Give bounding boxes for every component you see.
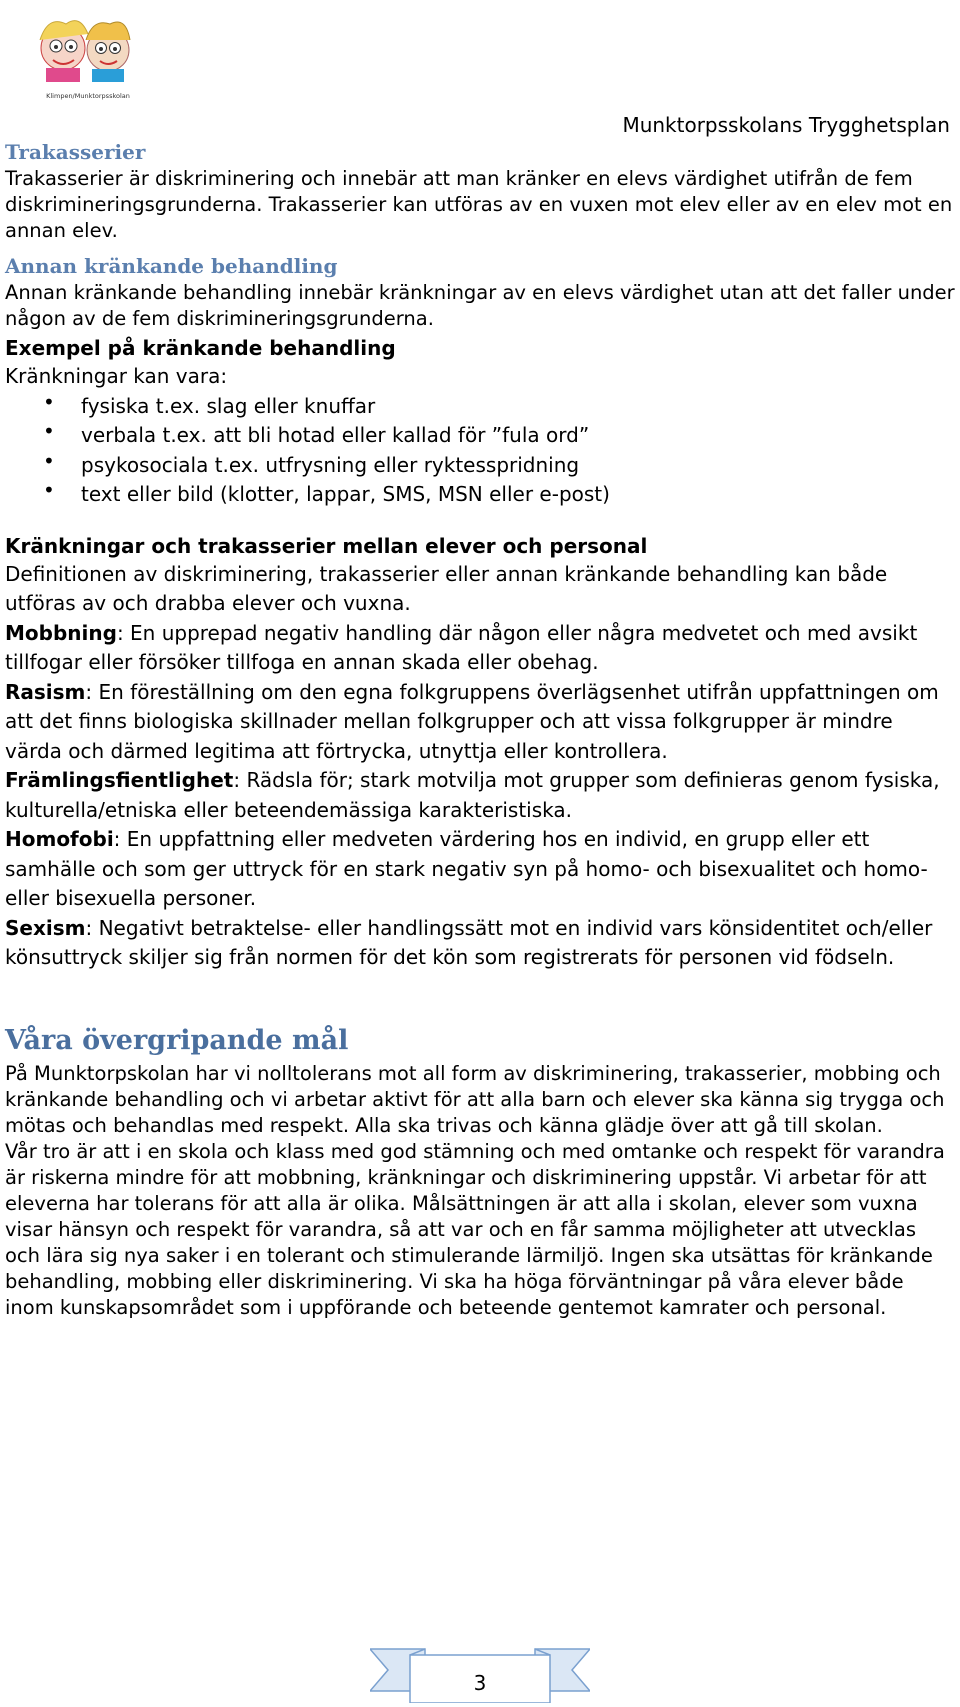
heading-exempel: Exempel på kränkande behandling bbox=[5, 336, 396, 360]
logo-caption: Klimpen/Munktorpsskolan bbox=[46, 92, 130, 100]
definition-text: : Negativt betraktelse- eller handlingssätt mot en individ vars könsidentitet och/eller könsuttryck skiljer sig från normen för det kön som registrerats för personen vid födseln. bbox=[5, 915, 933, 969]
paragraph-mal-1: På Munktorpskolan har vi nolltolerans mot all form av diskriminering, trakasserier, mobbing och kränkande behandling och vi arbetar aktivt för att alla barn och elever ska känna sig trygga och mötas och behandlas med respekt. Alla ska trivas och känna glädje över att gå till skolan. bbox=[5, 1061, 945, 1137]
list-item: • verbala t.ex. att bli hotad eller kallad för ”fula ord” bbox=[5, 421, 955, 451]
definition-homofobi bbox=[5, 825, 955, 914]
heading-personal: Kränkningar och trakasserier mellan elever och personal bbox=[5, 533, 648, 558]
page-content bbox=[5, 138, 955, 1321]
definition-text: : Rädsla för; stark motvilja mot grupper som definieras genom fysiska, kulturella/etniska eller beteendemässiga karakteristiska. bbox=[5, 768, 940, 822]
definition-text: : En uppfattning eller medveten värdering hos en individ, en grupp eller ett samhälle och som ger uttryck för en stark negativ syn på homo- och bisexualitet och homo- eller bisexuella personer. bbox=[5, 827, 928, 910]
definition-term: Rasism bbox=[5, 679, 86, 704]
paragraph-personal: Definitionen av diskriminering, trakasserier eller annan kränkande behandling kan både utföras av och drabba elever och vuxna. bbox=[5, 561, 888, 615]
exempel-intro: Kränkningar kan vara: bbox=[5, 364, 228, 388]
document-header-title: Munktorpsskolans Trygghetsplan bbox=[622, 113, 950, 137]
heading-vara-mal: Våra övergripande mål bbox=[5, 1024, 349, 1056]
list-item: • text eller bild (klotter, lappar, SMS, MSN eller e-post) bbox=[5, 480, 955, 510]
page-number-ribbon bbox=[370, 1643, 590, 1703]
paragraph-mal-2: Vår tro är att i en skola och klass med god stämning och med omtanke och respekt för varandra är riskerna mindre för att mobbning, kränkningar och diskriminering uppstår. Vi arbetar för att eleverna har tolerans för att alla är olika. Målsättningen är att alla i skolan, elever som vuxna visar hänsyn och respekt för varandra, så att var och en får samma möjligheter att utvecklas och lära sig nya saker i en tolerant och stimulerande lärmiljö. Ingen ska utsättas för kränkande behandling, mobbing eller diskriminering. Vi ska ha höga förväntningar på våra elever både inom kunskapsområdet som i uppförande och beteende gentemot kamrater och personal. bbox=[5, 1139, 945, 1319]
definition-mobbning bbox=[5, 619, 955, 678]
definition-term: Mobbning bbox=[5, 620, 117, 645]
list-item: • psykosociala t.ex. utfrysning eller ryktesspridning bbox=[5, 451, 955, 481]
children-logo-icon bbox=[18, 10, 158, 102]
definition-term: Homofobi bbox=[5, 827, 114, 851]
heading-trakasserier: Trakasserier bbox=[5, 140, 146, 164]
exempel-list bbox=[5, 392, 955, 510]
heading-annan-krankande: Annan kränkande behandling bbox=[5, 254, 338, 278]
school-logo bbox=[18, 10, 158, 102]
list-item: • fysiska t.ex. slag eller knuffar bbox=[5, 392, 955, 422]
ribbon-icon bbox=[370, 1643, 590, 1703]
definition-term: Sexism bbox=[5, 915, 86, 940]
definition-term: Främlingsfientlighet bbox=[5, 768, 234, 792]
definition-rasism bbox=[5, 678, 955, 767]
definition-framlingsfientlighet bbox=[5, 766, 955, 825]
paragraph-trakasserier: Trakasserier är diskriminering och innebär att man kränker en elevs värdighet utifrån de fem diskrimineringsgrunderna. Trakasserier kan utföras av en vuxen mot elev eller av en elev mot en annan elev. bbox=[5, 167, 953, 242]
definition-sexism bbox=[5, 914, 955, 973]
paragraph-annan-krankande: Annan kränkande behandling innebär kränkningar av en elevs värdighet utan att det faller under någon av de fem diskrimineringsgrunderna. bbox=[5, 281, 955, 330]
definition-text: : En föreställning om den egna folkgruppens överlägsenhet utifrån uppfattningen om att det finns biologiska skillnader mellan folkgrupper och att vissa folkgrupper är mindre värda och därmed legitima att förtrycka, utnyttja eller kontrollera. bbox=[5, 679, 939, 763]
definition-text: : En upprepad negativ handling där någon eller några medvetet och med avsikt tillfogar eller försöker tillfoga en annan skada eller obehag. bbox=[5, 620, 918, 674]
page-number: 3 bbox=[473, 1671, 487, 1695]
